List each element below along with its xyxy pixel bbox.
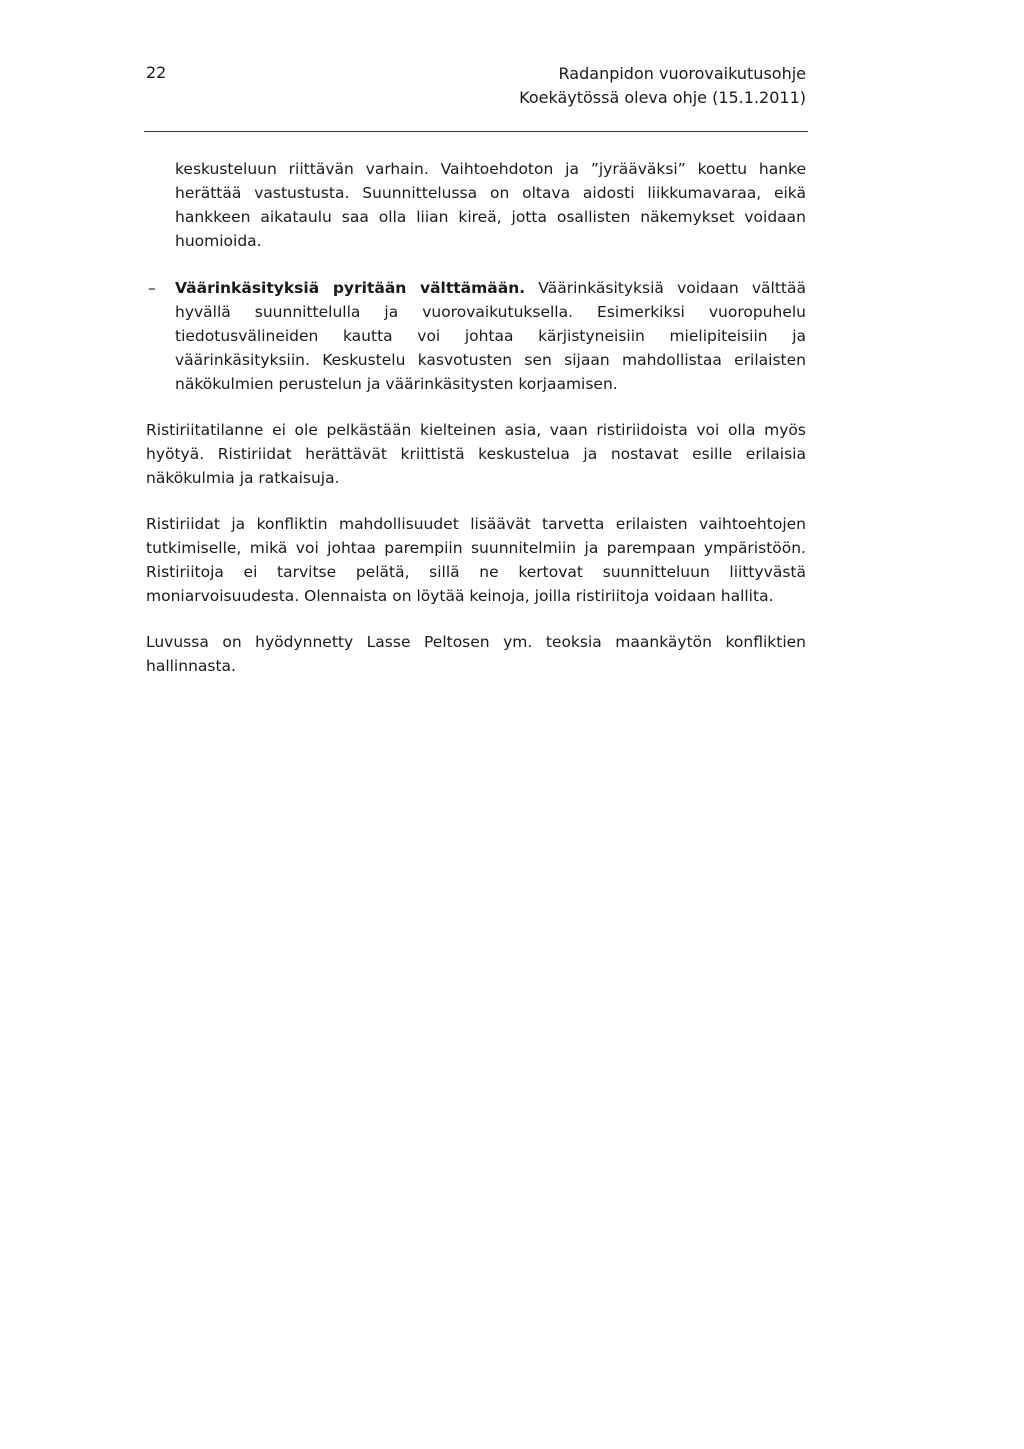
continued-list-item: keskusteluun riittävän varhain. Vaihtoehdoton ja ”jyrääväksi” koettu hanke herättää vastustusta. Suunnittelussa on oltava aidosti liikkumavaraa, eikä hankkeen aikataulu saa olla liian kireä, jotta osallisten näkemykset voidaan huomioida. (175, 160, 806, 250)
body-text (146, 157, 806, 678)
header-divider (144, 131, 808, 132)
paragraph: Luvussa on hyödynnetty Lasse Peltosen ym. teoksia maankäytön konfliktien hallinnasta. (146, 633, 806, 675)
paragraph: Ristiriidat ja konfliktin mahdollisuudet lisäävät tarvetta erilaisten vaihtoehtojen tutkimiselle, mikä voi johtaa parempiin suunnitelmiin ja parempaan ympäristöön. Ristiriitoja ei tarvitse pelätä, sillä ne kertovat suunnitteluun liittyvästä moniarvoisuudesta. Olennaista on löytää keinoja, joilla ristiriitoja voidaan hallita. (146, 515, 806, 605)
page-number: 22 (146, 63, 167, 82)
document-title: Radanpidon vuorovaikutusohje (558, 64, 806, 83)
dash-bullet: – (148, 279, 156, 297)
paragraph: Ristiriitatilanne ei ole pelkästään kielteinen asia, vaan ristiriidoista voi olla myös hyötyä. Ristiriidat herättävät kriittistä keskustelua ja nostavat esille erilaisia näkökulmia ja ratkaisuja. (146, 421, 806, 487)
running-header (519, 62, 806, 110)
document-subtitle: Koekäytössä oleva ohje (15.1.2011) (519, 88, 806, 107)
list-item-lead: Väärinkäsityksiä pyritään välttämään. (175, 279, 526, 297)
list-item-text: Väärinkäsityksiä voidaan välttää hyvällä suunnittelulla ja vuorovaikutuksella. Esimerkiksi vuoropuhelu tiedotusvälineiden kautta voi johtaa kärjistyneisiin mielipiteisiin ja väärinkäsityksiin. Keskustelu kasvotusten sen sijaan mahdollistaa erilaisten näkökulmien perustelun ja väärinkäsitysten korjaamisen. (175, 279, 806, 393)
list-item (146, 276, 806, 396)
